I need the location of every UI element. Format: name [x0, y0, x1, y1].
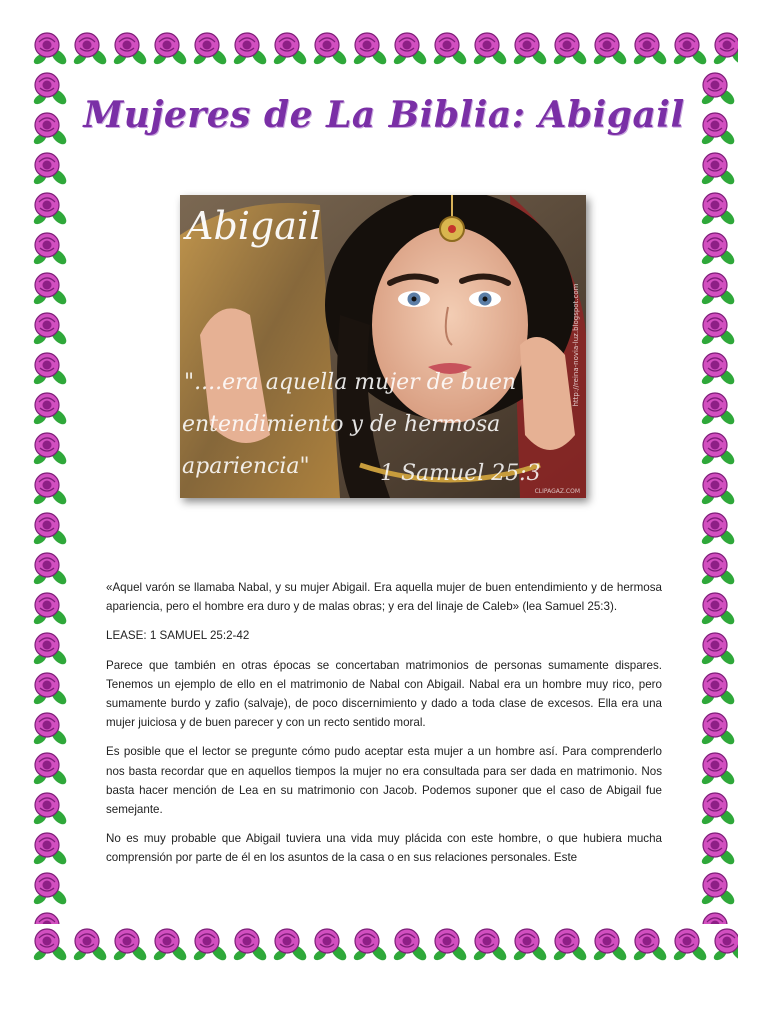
rose-icon [698, 548, 738, 588]
photo-quote-line-2: entendimiento y de hermosa [182, 412, 501, 437]
rose-icon [430, 924, 470, 964]
rose-icon [698, 468, 738, 508]
abigail-photo [180, 195, 586, 498]
rose-icon [510, 28, 550, 68]
rose-icon [698, 348, 738, 388]
rose-icon [70, 924, 110, 964]
rose-icon [30, 428, 70, 468]
rose-icon [270, 924, 310, 964]
rose-icon [230, 28, 270, 68]
rose-icon [698, 308, 738, 348]
floral-border-top [30, 28, 738, 68]
rose-icon [30, 708, 70, 748]
rose-icon [30, 668, 70, 708]
photo-name-overlay: Abigail [186, 204, 322, 248]
rose-icon [670, 28, 710, 68]
rose-icon [30, 628, 70, 668]
rose-icon [590, 924, 630, 964]
rose-icon [698, 388, 738, 428]
rose-icon [30, 924, 70, 964]
rose-icon [310, 28, 350, 68]
rose-icon [698, 708, 738, 748]
rose-icon [698, 908, 738, 924]
rose-icon [30, 748, 70, 788]
rose-icon [30, 868, 70, 908]
rose-icon [30, 348, 70, 388]
rose-icon [698, 668, 738, 708]
rose-icon [430, 28, 470, 68]
rose-icon [550, 28, 590, 68]
paragraph: Es posible que el lector se pregunte cómo pudo aceptar esta mujer a un hombre así. Para comprenderlo nos basta recordar que en aquellos tiempos la mujer no era consultada para ser dada en matrimonio. Nos basta hacer mención de Lea en su matrimonio con Jacob. Podemos suponer que el caso de Abigail fue semejante. [106, 745, 662, 817]
rose-icon [698, 228, 738, 268]
rose-icon [190, 28, 230, 68]
rose-icon [30, 588, 70, 628]
rose-icon [470, 924, 510, 964]
rose-icon [270, 28, 310, 68]
rose-icon [698, 788, 738, 828]
rose-icon [470, 28, 510, 68]
rose-icon [310, 924, 350, 964]
rose-icon [698, 428, 738, 468]
rose-icon [698, 148, 738, 188]
rose-icon [670, 924, 710, 964]
rose-icon [150, 924, 190, 964]
rose-icon [110, 28, 150, 68]
rose-icon [698, 508, 738, 548]
rose-icon [30, 28, 70, 68]
rose-icon [30, 908, 70, 924]
rose-icon [30, 468, 70, 508]
rose-icon [630, 924, 670, 964]
photo-side-watermark: http://reina-novia-luz.blogspot.com [572, 283, 580, 407]
rose-icon [350, 28, 390, 68]
rose-icon [30, 828, 70, 868]
rose-icon [550, 924, 590, 964]
floral-border-left [30, 68, 70, 924]
rose-icon [698, 588, 738, 628]
photo-quote-line-3: apariencia" [182, 454, 310, 479]
floral-border-bottom [30, 924, 738, 964]
paragraph-quote: «Aquel varón se llamaba Nabal, y su mujer Abigail. Era aquella mujer de buen entendimiento y de hermosa apariencia, pero el hombre era duro y de malas obras; y era del linaje de Caleb» (lea Samuel 25:3). [106, 581, 662, 614]
rose-icon [30, 308, 70, 348]
paragraph: No es muy probable que Abigail tuviera una vida muy plácida con este hombre, o que hubiera mucha comprensión por parte de él en los asuntos de la casa o en sus relaciones personales. Este [106, 832, 662, 865]
rose-icon [710, 28, 738, 68]
rose-icon [630, 28, 670, 68]
rose-icon [698, 268, 738, 308]
rose-icon [30, 388, 70, 428]
rose-icon [30, 548, 70, 588]
rose-icon [30, 188, 70, 228]
rose-icon [150, 28, 190, 68]
page-title: Mujeres de La Biblia: Abigail [83, 94, 685, 136]
rose-icon [30, 788, 70, 828]
rose-icon [30, 228, 70, 268]
rose-icon [30, 268, 70, 308]
paragraph: Parece que también en otras épocas se concertaban matrimonios de personas sumamente dispares. Tenemos un ejemplo de ello en el matrimonio de Nabal con Abigail. Nabal era un hombre muy rico, pero sumamente burdo y zafio (salvaje), de poco discernimiento y dado a toda clase de excesos. Ella era una mujer juiciosa y de buen parecer y con un recto sentido moral. [106, 658, 662, 730]
rose-icon [30, 148, 70, 188]
rose-icon [698, 828, 738, 868]
rose-icon [590, 28, 630, 68]
rose-icon [70, 28, 110, 68]
rose-icon [510, 924, 550, 964]
rose-icon [230, 924, 270, 964]
rose-icon [190, 924, 230, 964]
photo-corner-watermark: CLIPAGAZ.COM [534, 488, 580, 495]
paragraph-reading: LEASE: 1 SAMUEL 25:2-42 [106, 629, 250, 643]
rose-icon [698, 748, 738, 788]
rose-icon [698, 628, 738, 668]
article-body [106, 578, 662, 878]
rose-icon [698, 188, 738, 228]
rose-icon [350, 924, 390, 964]
rose-icon [390, 924, 430, 964]
rose-icon [710, 924, 738, 964]
rose-icon [390, 28, 430, 68]
photo-quote-line-1: "....era aquella mujer de buen [184, 370, 517, 395]
rose-icon [698, 868, 738, 908]
photo-reference: 1 Samuel 25:3 [380, 461, 541, 486]
rose-icon [30, 508, 70, 548]
floral-border-right [698, 68, 738, 924]
rose-icon [110, 924, 150, 964]
